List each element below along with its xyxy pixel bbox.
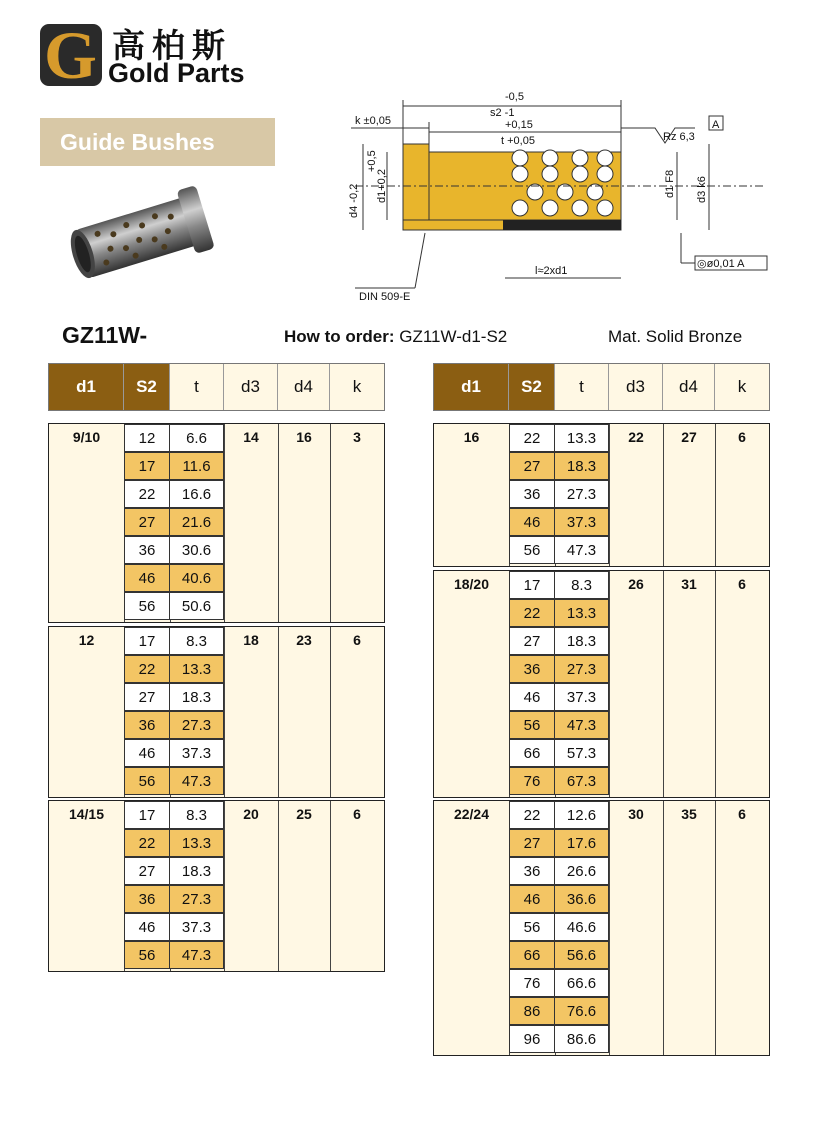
section-title: Guide Bushes [40,118,275,166]
cell-s2: 56 [509,536,555,564]
guide-bush-photo [60,180,230,290]
table-row [509,600,609,628]
cell-t: 37.3 [554,508,609,536]
cell-t: 13.3 [554,424,609,452]
cell-s2: 27 [509,452,555,480]
column-header-s2: S2 [124,364,170,410]
cell-s2: 27 [124,857,170,885]
table-row [124,509,224,537]
cell-s2: 76 [509,969,555,997]
table-row [509,970,609,998]
table-row [124,656,224,684]
technical-drawing [335,88,785,303]
cell-d4: 27 [681,429,697,445]
table-row [509,453,609,481]
cell-s2: 56 [509,913,555,941]
cell-s2: 36 [124,536,170,564]
spec-group-left-1 [48,626,385,798]
cell-s2: 36 [509,655,555,683]
cell-s2: 22 [124,480,170,508]
column-divider [715,801,716,1055]
cell-t: 47.3 [169,941,224,969]
cell-d3: 18 [243,632,259,648]
cell-t: 18.3 [169,683,224,711]
column-divider [609,571,610,797]
table-row [124,914,224,942]
cell-t: 47.3 [554,711,609,739]
spec-group-right-0 [433,423,770,567]
spec-group-left-0 [48,423,385,623]
cell-t: 6.6 [169,424,224,452]
cell-t: 11.6 [169,452,224,480]
cell-s2: 36 [124,711,170,739]
table-row [124,565,224,593]
cell-s2: 56 [124,592,170,620]
cell-t: 27.3 [554,480,609,508]
table-header-left [48,363,385,411]
cell-t: 47.3 [169,767,224,795]
order-label: How to order: [284,327,395,346]
cell-s2: 17 [124,627,170,655]
cell-s2: 46 [509,683,555,711]
cell-d3: 14 [243,429,259,445]
dim-t: t +0,05 [501,135,535,147]
brand-english-name: Gold Parts [108,58,245,88]
spec-group-left-2 [48,800,385,972]
cell-s2: 56 [124,767,170,795]
cell-t: 37.3 [169,739,224,767]
dim-d4: d4 -0,2 [348,183,360,218]
order-value: GZ11W-d1-S2 [399,327,508,346]
cell-d1: 12 [78,632,95,648]
column-divider [663,801,664,1055]
cell-t: 17.6 [554,829,609,857]
table-row [124,768,224,796]
column-divider [663,571,664,797]
column-header-t: t [555,364,609,410]
cell-s2: 27 [124,683,170,711]
dim-s2: s2 -1 [490,107,515,119]
cell-s2: 96 [509,1025,555,1053]
cell-s2: 22 [509,801,555,829]
spec-group-right-1 [433,570,770,798]
cell-s2: 27 [509,829,555,857]
cell-s2: 66 [509,739,555,767]
column-divider [715,571,716,797]
cell-s2: 22 [124,655,170,683]
table-row [124,593,224,621]
table-row [124,886,224,914]
column-header-k: k [715,364,769,410]
table-row [509,886,609,914]
cell-s2: 36 [509,857,555,885]
table-row [124,425,224,453]
logo-g-icon: G [40,24,102,86]
cell-t: 8.3 [169,627,224,655]
column-divider [278,424,279,622]
table-row [124,712,224,740]
table-row [124,802,224,830]
table-row [509,712,609,740]
table-row [509,768,609,796]
cell-t: 13.3 [554,599,609,627]
cell-s2: 66 [509,941,555,969]
order-info [284,327,507,347]
dim-k: k ±0,05 [355,115,392,127]
cell-t: 37.3 [169,913,224,941]
dim-d4-tol: +0,5 [366,150,378,172]
cell-t: 16.6 [169,480,224,508]
cell-d3: 30 [628,806,644,822]
cell-t: 50.6 [169,592,224,620]
cell-s2: 86 [509,997,555,1025]
column-header-d3: d3 [224,364,278,410]
cell-t: 86.6 [554,1025,609,1053]
cell-d4: 16 [296,429,312,445]
cell-k: 6 [738,806,746,822]
column-header-d1: d1 [49,364,124,410]
cell-t: 27.3 [169,885,224,913]
table-row [509,481,609,509]
cell-d4: 25 [296,806,312,822]
cell-s2: 76 [509,767,555,795]
column-header-d4: d4 [663,364,715,410]
dim-s2-tol: -0,5 [505,91,524,103]
cell-t: 37.3 [554,683,609,711]
table-row [509,858,609,886]
cell-d1: 22/24 [453,806,490,822]
cell-t: 13.3 [169,655,224,683]
cell-d3: 22 [628,429,644,445]
cell-s2: 17 [124,452,170,480]
brand-logo [40,22,290,92]
table-row [124,684,224,712]
cell-t: 13.3 [169,829,224,857]
column-divider [224,424,225,622]
cell-t: 46.6 [554,913,609,941]
cell-k: 3 [353,429,361,445]
cell-d4: 31 [681,576,697,592]
cell-s2: 46 [124,739,170,767]
cell-s2: 46 [509,508,555,536]
table-row [509,509,609,537]
cell-t: 47.3 [554,536,609,564]
cell-t: 56.6 [554,941,609,969]
table-row [509,656,609,684]
cell-d1: 14/15 [68,806,105,822]
column-header-k: k [330,364,384,410]
cell-d3: 20 [243,806,259,822]
column-header-d4: d4 [278,364,330,410]
dim-roughness: Rz 6,3 [663,131,695,143]
table-row [509,830,609,858]
table-row [124,537,224,565]
table-row [509,684,609,712]
column-header-d3: d3 [609,364,663,410]
column-divider [609,801,610,1055]
dim-d1-fit: d1 F8 [664,169,676,198]
cell-t: 76.6 [554,997,609,1025]
spec-group-right-2 [433,800,770,1056]
dim-t-tol: +0,15 [505,119,533,131]
cell-d1: 9/10 [72,429,101,445]
dim-d3-fit: d3 k6 [696,176,708,203]
table-row [509,537,609,565]
table-row [124,858,224,886]
cell-s2: 12 [124,424,170,452]
table-row [509,740,609,768]
cell-s2: 22 [124,829,170,857]
cell-t: 18.3 [554,452,609,480]
cell-s2: 27 [509,627,555,655]
table-row [124,628,224,656]
dim-length: l≈2xd1 [535,265,568,277]
cell-k: 6 [738,429,746,445]
column-header-d1: d1 [434,364,509,410]
brand-chinese-name: 高柏斯 [112,26,232,65]
cell-k: 6 [353,632,361,648]
concentricity-callout: ◎ø0,01 A [697,258,745,270]
table-row [124,830,224,858]
table-row [509,1026,609,1054]
cell-t: 57.3 [554,739,609,767]
cell-s2: 22 [509,424,555,452]
cell-t: 67.3 [554,767,609,795]
table-row [509,802,609,830]
cell-s2: 22 [509,599,555,627]
cell-s2: 46 [124,913,170,941]
cell-s2: 17 [124,801,170,829]
cell-t: 36.6 [554,885,609,913]
cell-d3: 26 [628,576,644,592]
table-header-right [433,363,770,411]
cell-s2: 36 [124,885,170,913]
cell-k: 6 [353,806,361,822]
cell-t: 40.6 [169,564,224,592]
material-label: Mat. Solid Bronze [608,327,743,346]
dim-d1: d1+0,2 [376,169,388,203]
table-row [509,914,609,942]
cell-s2: 56 [509,711,555,739]
column-header-s2: S2 [509,364,555,410]
table-row [124,942,224,970]
cell-s2: 56 [124,941,170,969]
cell-s2: 46 [124,564,170,592]
cell-t: 8.3 [554,571,609,599]
cell-s2: 36 [509,480,555,508]
cell-t: 12.6 [554,801,609,829]
cell-d1: 18/20 [453,576,490,592]
cell-d4: 23 [296,632,312,648]
cell-t: 8.3 [169,801,224,829]
product-code: GZ11W- [62,322,148,348]
column-header-t: t [170,364,224,410]
cell-s2: 17 [509,571,555,599]
column-divider [330,424,331,622]
table-row [509,628,609,656]
cell-t: 27.3 [554,655,609,683]
cell-t: 66.6 [554,969,609,997]
table-row [124,453,224,481]
table-row [124,481,224,509]
cell-t: 18.3 [554,627,609,655]
datum-a: A [712,119,720,131]
cell-d4: 35 [681,806,697,822]
cell-d1: 16 [463,429,480,445]
table-row [509,998,609,1026]
cell-s2: 46 [509,885,555,913]
din-label: DIN 509-E [359,291,411,303]
cell-k: 6 [738,576,746,592]
cell-t: 21.6 [169,508,224,536]
cell-t: 30.6 [169,536,224,564]
table-row [509,942,609,970]
cell-t: 27.3 [169,711,224,739]
cell-t: 18.3 [169,857,224,885]
cell-t: 26.6 [554,857,609,885]
cell-s2: 27 [124,508,170,536]
table-row [509,572,609,600]
table-row [509,425,609,453]
table-row [124,740,224,768]
